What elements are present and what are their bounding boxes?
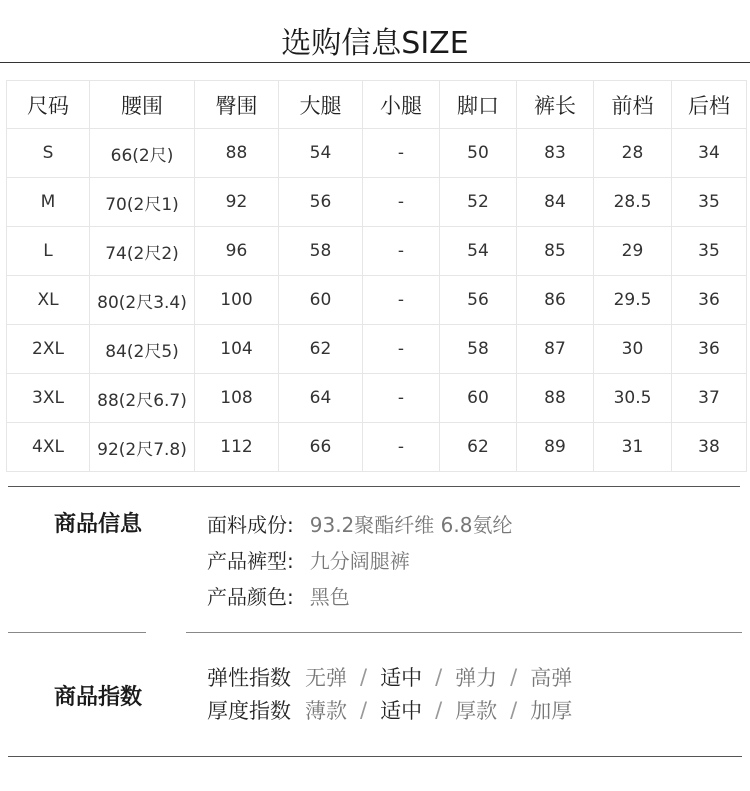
header-hip: 臀围 (195, 81, 279, 129)
table-row (7, 178, 747, 227)
table-cell: - (363, 129, 440, 178)
table-cell: 28.5 (594, 178, 672, 227)
table-cell: 35 (672, 227, 747, 276)
table-cell: L (7, 227, 90, 276)
table-cell: 31 (594, 423, 672, 472)
table-cell: - (363, 276, 440, 325)
table-cell: 2XL (7, 325, 90, 374)
table-cell: - (363, 178, 440, 227)
thickness-index-label: 厚度指数 (207, 699, 291, 723)
table-cell: 88 (517, 374, 594, 423)
info-row-fit (207, 545, 410, 574)
index-separator: / (360, 698, 368, 722)
table-cell: 86 (517, 276, 594, 325)
table-row (7, 374, 747, 423)
table-cell: 84(2尺5) (90, 325, 195, 374)
table-row (7, 325, 747, 374)
section-divider (8, 486, 740, 487)
thickness-index-row (207, 695, 572, 725)
table-cell: - (363, 325, 440, 374)
header-front-rise: 前档 (594, 81, 672, 129)
info-row-color (207, 581, 350, 610)
table-cell: 92 (195, 178, 279, 227)
section-divider-right (186, 632, 742, 633)
elasticity-index-row (207, 662, 572, 692)
table-cell: 54 (279, 129, 363, 178)
table-cell: 74(2尺2) (90, 227, 195, 276)
table-cell: 29 (594, 227, 672, 276)
table-cell: 28 (594, 129, 672, 178)
table-cell: 60 (440, 374, 517, 423)
table-cell: 85 (517, 227, 594, 276)
table-row (7, 276, 747, 325)
table-cell: 56 (279, 178, 363, 227)
elasticity-option-high: 高弹 (530, 666, 573, 690)
info-row-fabric (207, 509, 512, 538)
index-separator: / (360, 665, 368, 689)
table-cell: 58 (440, 325, 517, 374)
thickness-option-thin: 薄款 (305, 699, 347, 723)
table-cell: 84 (517, 178, 594, 227)
table-cell: 52 (440, 178, 517, 227)
table-cell: 56 (440, 276, 517, 325)
table-cell: 35 (672, 178, 747, 227)
table-cell: 58 (279, 227, 363, 276)
table-cell: 4XL (7, 423, 90, 472)
info-value: 黑色 (309, 585, 350, 609)
info-value: 九分阔腿裤 (309, 549, 410, 573)
table-row (7, 423, 747, 472)
table-cell: 29.5 (594, 276, 672, 325)
title-divider (0, 62, 750, 63)
info-value: 93.2聚酯纤维 6.8氨纶 (309, 513, 513, 537)
elasticity-option-stretch: 弹力 (455, 666, 498, 690)
section-divider-left (8, 632, 146, 633)
header-thigh: 大腿 (279, 81, 363, 129)
table-cell: 70(2尺1) (90, 178, 195, 227)
table-cell: 54 (440, 227, 517, 276)
info-label: 面料成份: (207, 513, 294, 537)
table-cell: 100 (195, 276, 279, 325)
table-cell: 62 (279, 325, 363, 374)
table-cell: 80(2尺3.4) (90, 276, 195, 325)
header-length: 裤长 (517, 81, 594, 129)
table-cell: 92(2尺7.8) (90, 423, 195, 472)
table-cell: 50 (440, 129, 517, 178)
thickness-option-medium: 适中 (380, 699, 423, 723)
bottom-divider (8, 756, 742, 757)
table-row (7, 129, 747, 178)
product-index-heading: 商品指数 (54, 685, 143, 710)
index-separator: / (510, 665, 518, 689)
table-cell: 37 (672, 374, 747, 423)
table-cell: 112 (195, 423, 279, 472)
table-cell: 64 (279, 374, 363, 423)
table-cell: - (363, 227, 440, 276)
table-cell: 66 (279, 423, 363, 472)
table-cell: M (7, 178, 90, 227)
table-cell: 96 (195, 227, 279, 276)
thickness-option-thick: 厚款 (455, 699, 498, 723)
table-cell: - (363, 374, 440, 423)
table-cell: 38 (672, 423, 747, 472)
table-cell: 30.5 (594, 374, 672, 423)
table-cell: XL (7, 276, 90, 325)
thickness-option-extra-thick: 加厚 (530, 699, 573, 723)
table-cell: 83 (517, 129, 594, 178)
table-cell: 36 (672, 276, 747, 325)
index-separator: / (435, 698, 443, 722)
elasticity-index-label: 弹性指数 (207, 666, 291, 690)
table-cell: 88 (195, 129, 279, 178)
table-cell: 66(2尺) (90, 129, 195, 178)
header-back-rise: 后档 (672, 81, 747, 129)
info-label: 产品裤型: (207, 549, 294, 573)
header-calf: 小腿 (363, 81, 440, 129)
elasticity-option-none: 无弹 (305, 666, 347, 690)
table-cell: 36 (672, 325, 747, 374)
header-leg-opening: 脚口 (440, 81, 517, 129)
index-separator: / (435, 665, 443, 689)
size-table (6, 80, 747, 472)
table-row (7, 227, 747, 276)
table-cell: 3XL (7, 374, 90, 423)
table-cell: 62 (440, 423, 517, 472)
table-cell: 34 (672, 129, 747, 178)
table-cell: 60 (279, 276, 363, 325)
table-cell: 87 (517, 325, 594, 374)
table-cell: 89 (517, 423, 594, 472)
product-info-heading: 商品信息 (54, 512, 143, 537)
index-separator: / (510, 698, 518, 722)
header-size: 尺码 (7, 81, 90, 129)
table-cell: 108 (195, 374, 279, 423)
size-table-header-row (7, 81, 747, 129)
table-cell: 88(2尺6.7) (90, 374, 195, 423)
header-waist: 腰围 (90, 81, 195, 129)
info-label: 产品颜色: (207, 585, 294, 609)
table-cell: S (7, 129, 90, 178)
elasticity-option-medium: 适中 (380, 666, 423, 690)
table-cell: - (363, 423, 440, 472)
table-cell: 104 (195, 325, 279, 374)
table-cell: 30 (594, 325, 672, 374)
page-title: 选购信息SIZE (281, 26, 469, 61)
